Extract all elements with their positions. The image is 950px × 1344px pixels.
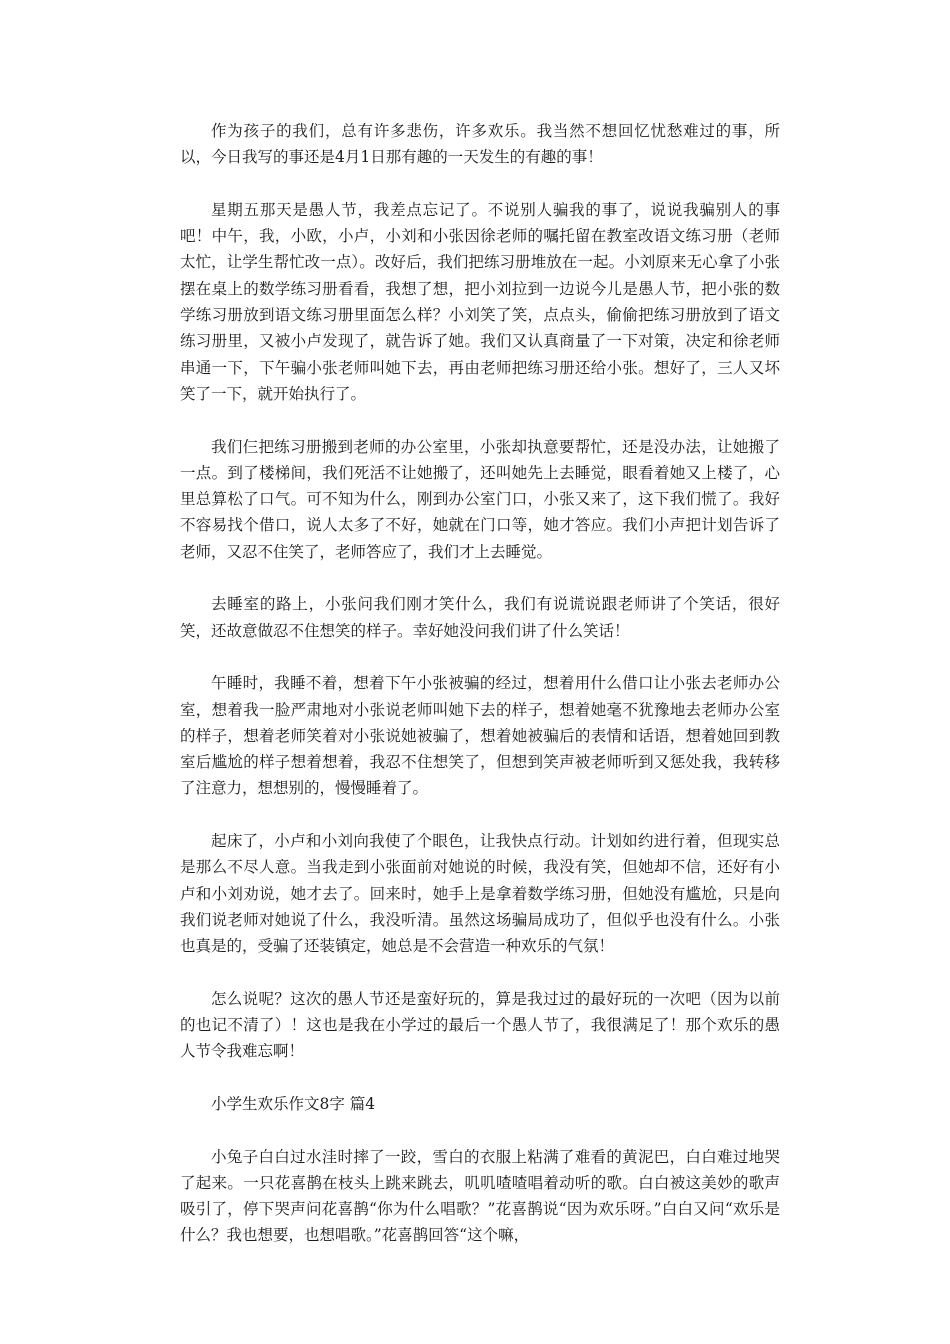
paragraph-office-trip: 我们仨把练习册搬到老师的办公室里，小张却执意要帮忙，还是没办法，让她搬了一点。到了楼梯间，我们死活不让她搬了，还叫她先上去睡觉，眼看着她又上楼了，心里总算松了口气。可不知为什么，刚到办公室门口，小张又来了，这下我们慌了。我好不容易找个借口，说人太多了不好，她就在门口等，她才答应。我们小声把计划告诉了老师，又忍不住笑了，老师答应了，我们才上去睡觉。	[180, 437, 780, 561]
section-heading: 小学生欢乐作文8字 篇4	[211, 1094, 376, 1113]
paragraph-afternoon: 起床了，小卢和小刘向我使了个眼色，让我快点行动。计划如约进行着，但现实总是那么不尽人意。当我走到小张面前对她说的时候，我没有笑，但她却不信，还好有小卢和小刘劝说，她才去了。回来时，她手上是拿着数学练习册，但她没有尴尬，只是向我们说老师对她说了什么，我没听清。虽然这场骗局成功了，但似乎也没有什么。小张也真是的，受骗了还装镇定，她总是不会营造一种欢乐的气氛！	[180, 832, 780, 956]
paragraph-april-fools-plan: 星期五那天是愚人节，我差点忘记了。不说别人骗我的事了，说说我骗别人的事吧！中午，我，小欧，小卢，小刘和小张因徐老师的嘱托留在教室改语文练习册（老师太忙，让学生帮忙改一点）。改好后，我们把练习册堆放在一起。小刘原来无心拿了小张摆在桌上的数学练习册看看，我想了想，把小刘拉到一边说今儿是愚人节，把小张的数学练习册放到语文练习册里面怎么样？小刘笑了笑，点点头，偷偷把练习册放到了语文练习册里，又被小卢发现了，就告诉了她。我们又认真商量了一下对策，决定和徐老师串通一下，下午骗小张老师叫她下去，再由老师把练习册还给小张。想好了，三人又坏笑了一下，就开始执行了。	[180, 200, 780, 403]
paragraph-rabbit-story: 小兔子白白过水洼时摔了一跤，雪白的衣服上粘满了难看的黄泥巴，白白难过地哭了起来。一只花喜鹊在枝头上跳来跳去，叽叽喳喳唱着动听的歌。白白被这美妙的歌声吸引了，停下哭声问花喜鹊“你为什么唱歌？”花喜鹊说“因为欢乐呀。”白白又问“欢乐是什么？我也想要，也想唱歌。”花喜鹊回答“这个嘛，	[180, 1147, 780, 1245]
paragraph-intro: 作为孩子的我们，总有许多悲伤，许多欢乐。我当然不想回忆忧愁难过的事，所以，今日我写的事还是4月1日那有趣的一天发生的有趣的事！	[180, 122, 780, 167]
paragraph-conclusion: 怎么说呢？这次的愚人节还是蛮好玩的，算是我过过的最好玩的一次吧（因为以前的也记不清了）！这也是我在小学过的最后一个愚人节了，我很满足了！那个欢乐的愚人节令我难忘啊！	[180, 989, 780, 1061]
paragraph-dorm-walk: 去睡室的路上，小张问我们刚才笑什么，我们有说谎说跟老师讲了个笑话，很好笑，还故意做忍不住想笑的样子。幸好她没问我们讲了什么笑话！	[180, 595, 780, 640]
document-body	[180, 118, 780, 1249]
paragraph-nap-time: 午睡时，我睡不着，想着下午小张被骗的经过，想着用什么借口让小张去老师办公室，想着我一脸严肃地对小张说老师叫她下去的样子，想着她毫不犹豫地去老师办公室的样子，想着老师笑着对小张说她被骗了，想着她被骗后的表情和话语，想着她回到教室后尴尬的样子想着想着，我忍不住想笑了，但想到笑声被老师听到又惩处我，我转移了注意力，想想别的，慢慢睡着了。	[180, 674, 780, 798]
